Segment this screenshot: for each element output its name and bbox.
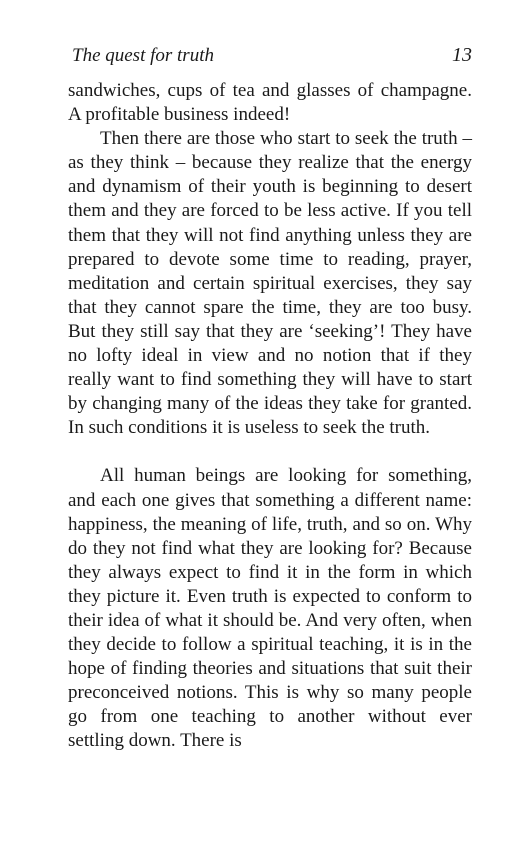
body-text (68, 79, 472, 754)
paragraph: Then there are those who start to seek the truth – as they think – because they realize that the energy and dynamism of their youth is beginning to desert them and they are forced to be less active. If you tell them that they will not find anything unless they are prepared to devote some time to reading, prayer, meditation and certain spiritual exercises, they say that they cannot spare the time, they are too busy. But they still say that they are ‘seeking’! They have no lofty ideal in view and no notion that if they really want to find something they will have to start by changing many of the ideas they take for granted. In such conditions it is useless to seek the truth. (68, 128, 472, 439)
section-break (68, 440, 472, 464)
book-page (68, 44, 472, 754)
running-head (72, 44, 472, 67)
paragraph: All human beings are looking for something, and each one gives that something a different name: happiness, the meaning of life, truth, and so on. Why do they not find what they are looking for? Because they always expect to find it in the form in which they picture it. Even truth is expected to conform to their idea of what it should be. And very often, when they decide to follow a spiritual teaching, it is in the hope of finding theories and situations that suit their preconceived notions. This is why so many people go from one teaching to another without ever settling down. There is (68, 465, 472, 752)
page-number: 13 (452, 44, 472, 66)
running-title: The quest for truth (72, 45, 214, 66)
paragraph-continued: sandwiches, cups of tea and glasses of champagne. A profitable business indeed! (68, 80, 472, 126)
